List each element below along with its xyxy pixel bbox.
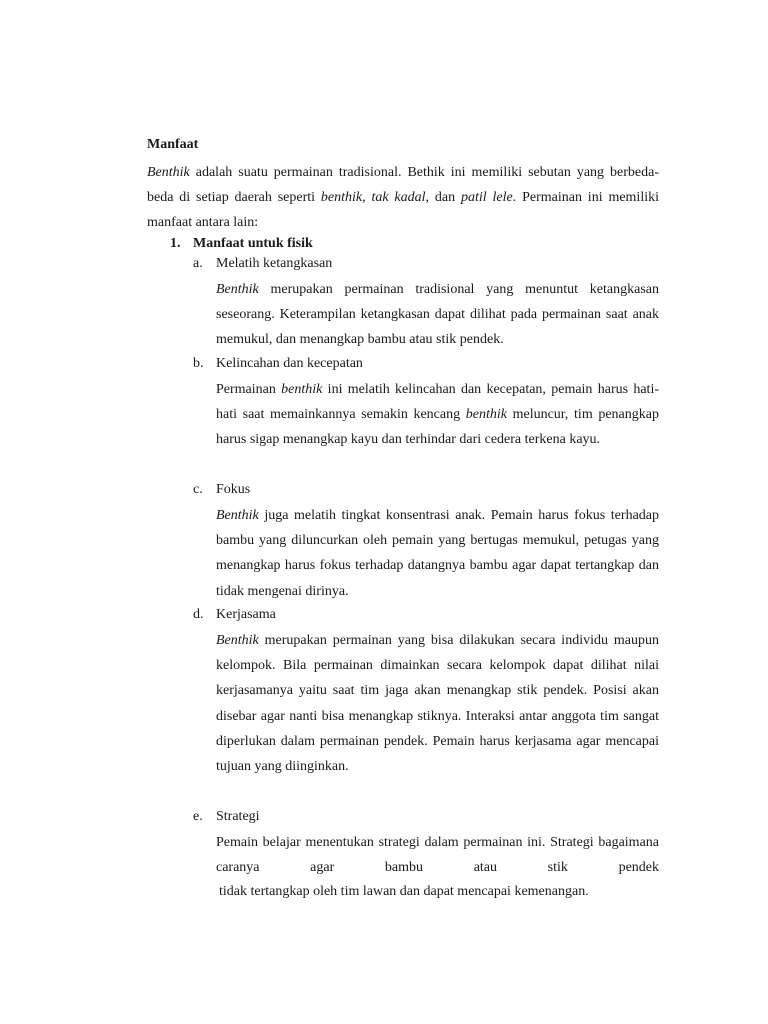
- subitem-letter-c: c.: [193, 482, 203, 497]
- para-b-text-3: meluncur, tim penangkap harus sigap menangkap kayu dan terhindar dari cedera terkena kayu.: [216, 407, 659, 448]
- intro-italic-tak-kadal: tak kadal: [371, 190, 426, 205]
- intro-text-3: , dan: [425, 190, 461, 205]
- numbered-heading: [170, 236, 313, 252]
- para-b-text-2: ini melatih kelincahan dan kecepatan, pemain harus hati-hati saat memainkannya semakin kencang: [216, 382, 659, 423]
- section-heading: Manfaat: [147, 137, 199, 152]
- subitem-paragraph-e: Pemain belajar menentukan strategi dalam permainan ini. Strategi bagaimana caranya agar bambu atau stik pendek: [216, 835, 659, 876]
- intro-italic-benthik: Benthik: [147, 165, 190, 180]
- subitem-paragraph-b: [216, 377, 659, 453]
- para-d-text: merupakan permainan yang bisa dilakukan secara individu maupun kelompok. Bila permainan dimainkan secara kelompok dapat dilihat nilai kerjasamanya yaitu saat tim jaga akan menangkap stik pendek. Posisi akan disebar agar nanti bisa menangkap stiknya. Interaksi antar anggota tim sangat diperlukan dalam permainan pendek. Pemain harus kerjasama agar mencapai tujuan yang diinginkan.: [216, 633, 659, 775]
- subitem-title-a: Melatih ketangkasan: [216, 256, 333, 271]
- section-number: 1.: [170, 236, 181, 251]
- subitem-paragraph-a: [216, 277, 659, 353]
- intro-italic-benthik-2: benthik: [320, 190, 363, 205]
- para-b-italic-2: benthik: [465, 407, 507, 423]
- subitem-letter-e: e.: [193, 809, 203, 824]
- subitem-label-c: [193, 481, 250, 499]
- subitem-paragraph-d: [216, 628, 659, 779]
- para-d-italic: Benthik: [216, 633, 259, 648]
- subitem-title-c: Fokus: [216, 482, 251, 497]
- subitem-label-a: [193, 255, 332, 273]
- para-b-text-1: Permainan: [216, 382, 282, 397]
- subitem-label-e: [193, 808, 260, 826]
- intro-text-4: Permainan ini memiliki manfaat antara lain:: [147, 190, 659, 230]
- subitem-label-d: [193, 606, 276, 624]
- subitem-paragraph-c: [216, 503, 659, 604]
- para-a-italic: Benthik: [216, 282, 259, 297]
- subitem-title-e: Strategi: [216, 809, 260, 824]
- subitem-title-b: Kelincahan dan kecepatan: [216, 356, 363, 371]
- para-a-text: merupakan permainan tradisional yang menuntut ketangkasan seseorang. Keterampilan ketangkasan dapat dilihat pada permainan saat anak memukul, dan menangkap bambu atau stik pendek.: [216, 282, 659, 348]
- intro-text-2: ,: [362, 190, 372, 205]
- para-c-italic: Benthik: [216, 508, 259, 523]
- section-title: Manfaat untuk fisik: [193, 236, 313, 251]
- subitem-letter-d: d.: [193, 607, 204, 622]
- intro-italic-patil-lele: patil lele.: [460, 190, 517, 205]
- subitem-paragraph-e-tail: tidak tertangkap oleh tim lawan dan dapat mencapai kemenangan.: [219, 884, 589, 899]
- subitem-letter-a: a.: [193, 256, 203, 271]
- subitem-letter-b: b.: [193, 356, 204, 371]
- subitem-label-b: [193, 355, 363, 373]
- intro-text-1: adalah suatu permainan tradisional. Bethik ini memiliki sebutan yang berbeda-beda di setiap daerah seperti: [147, 165, 659, 205]
- subitem-title-d: Kerjasama: [216, 607, 276, 622]
- para-b-italic-1: benthik: [281, 382, 323, 397]
- intro-paragraph: [147, 160, 659, 235]
- para-c-text: juga melatih tingkat konsentrasi anak. Pemain harus fokus terhadap bambu yang diluncurkan oleh pemain yang bertugas memukul, petugas yang menangkap harus fokus terhadap datangnya bambu agar dapat tertangkap dan tidak mengenai dirinya.: [216, 508, 659, 599]
